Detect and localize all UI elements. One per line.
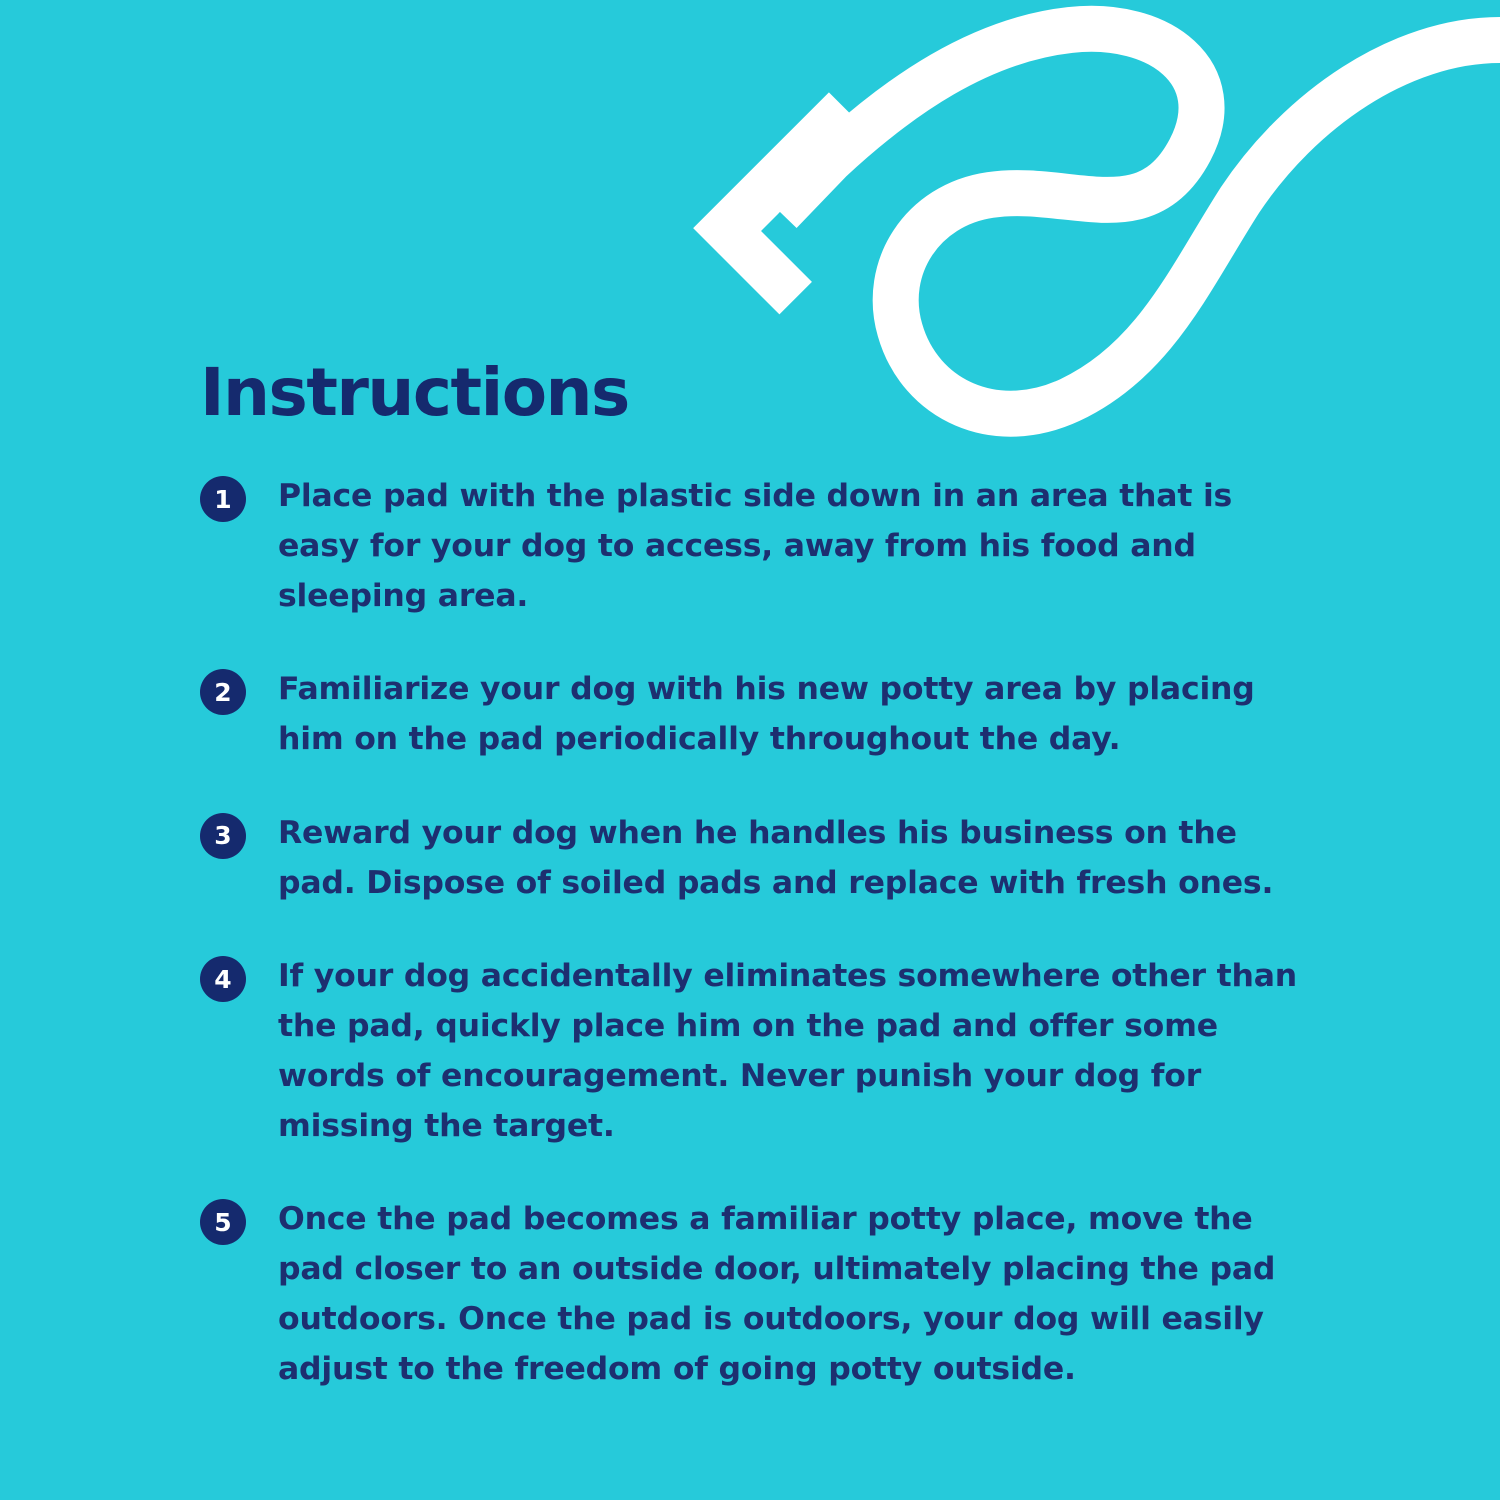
list-item [200,472,1340,621]
step-number-badge: 4 [200,956,246,1002]
list-item [200,809,1340,909]
step-number-badge: 5 [200,1199,246,1245]
page-title: Instructions [200,354,629,431]
step-number-badge: 3 [200,813,246,859]
list-item [200,665,1340,765]
list-item [200,1195,1340,1394]
instruction-steps-list [200,472,1340,1394]
step-text: Familiarize your dog with his new potty area by placing him on the pad periodically throughout the day. [278,671,1255,758]
step-text: Reward your dog when he handles his business on the pad. Dispose of soiled pads and replace with fresh ones. [278,814,1274,901]
list-item [200,952,1340,1151]
step-text: Once the pad becomes a familiar potty place, move the pad closer to an outside door, ultimately placing the pad outdoors. Once the pad is outdoors, your dog will easily adjust to the freedom of going potty outside. [278,1201,1276,1387]
content-column [200,354,1340,1394]
step-number-badge: 2 [200,669,246,715]
step-text: If your dog accidentally eliminates somewhere other than the pad, quickly place him on the pad and offer some words of encouragement. Never punish your dog for missing the target. [278,958,1298,1144]
step-text: Place pad with the plastic side down in an area that is easy for your dog to access, away from his food and sleeping area. [278,478,1233,614]
step-number-badge: 1 [200,476,246,522]
